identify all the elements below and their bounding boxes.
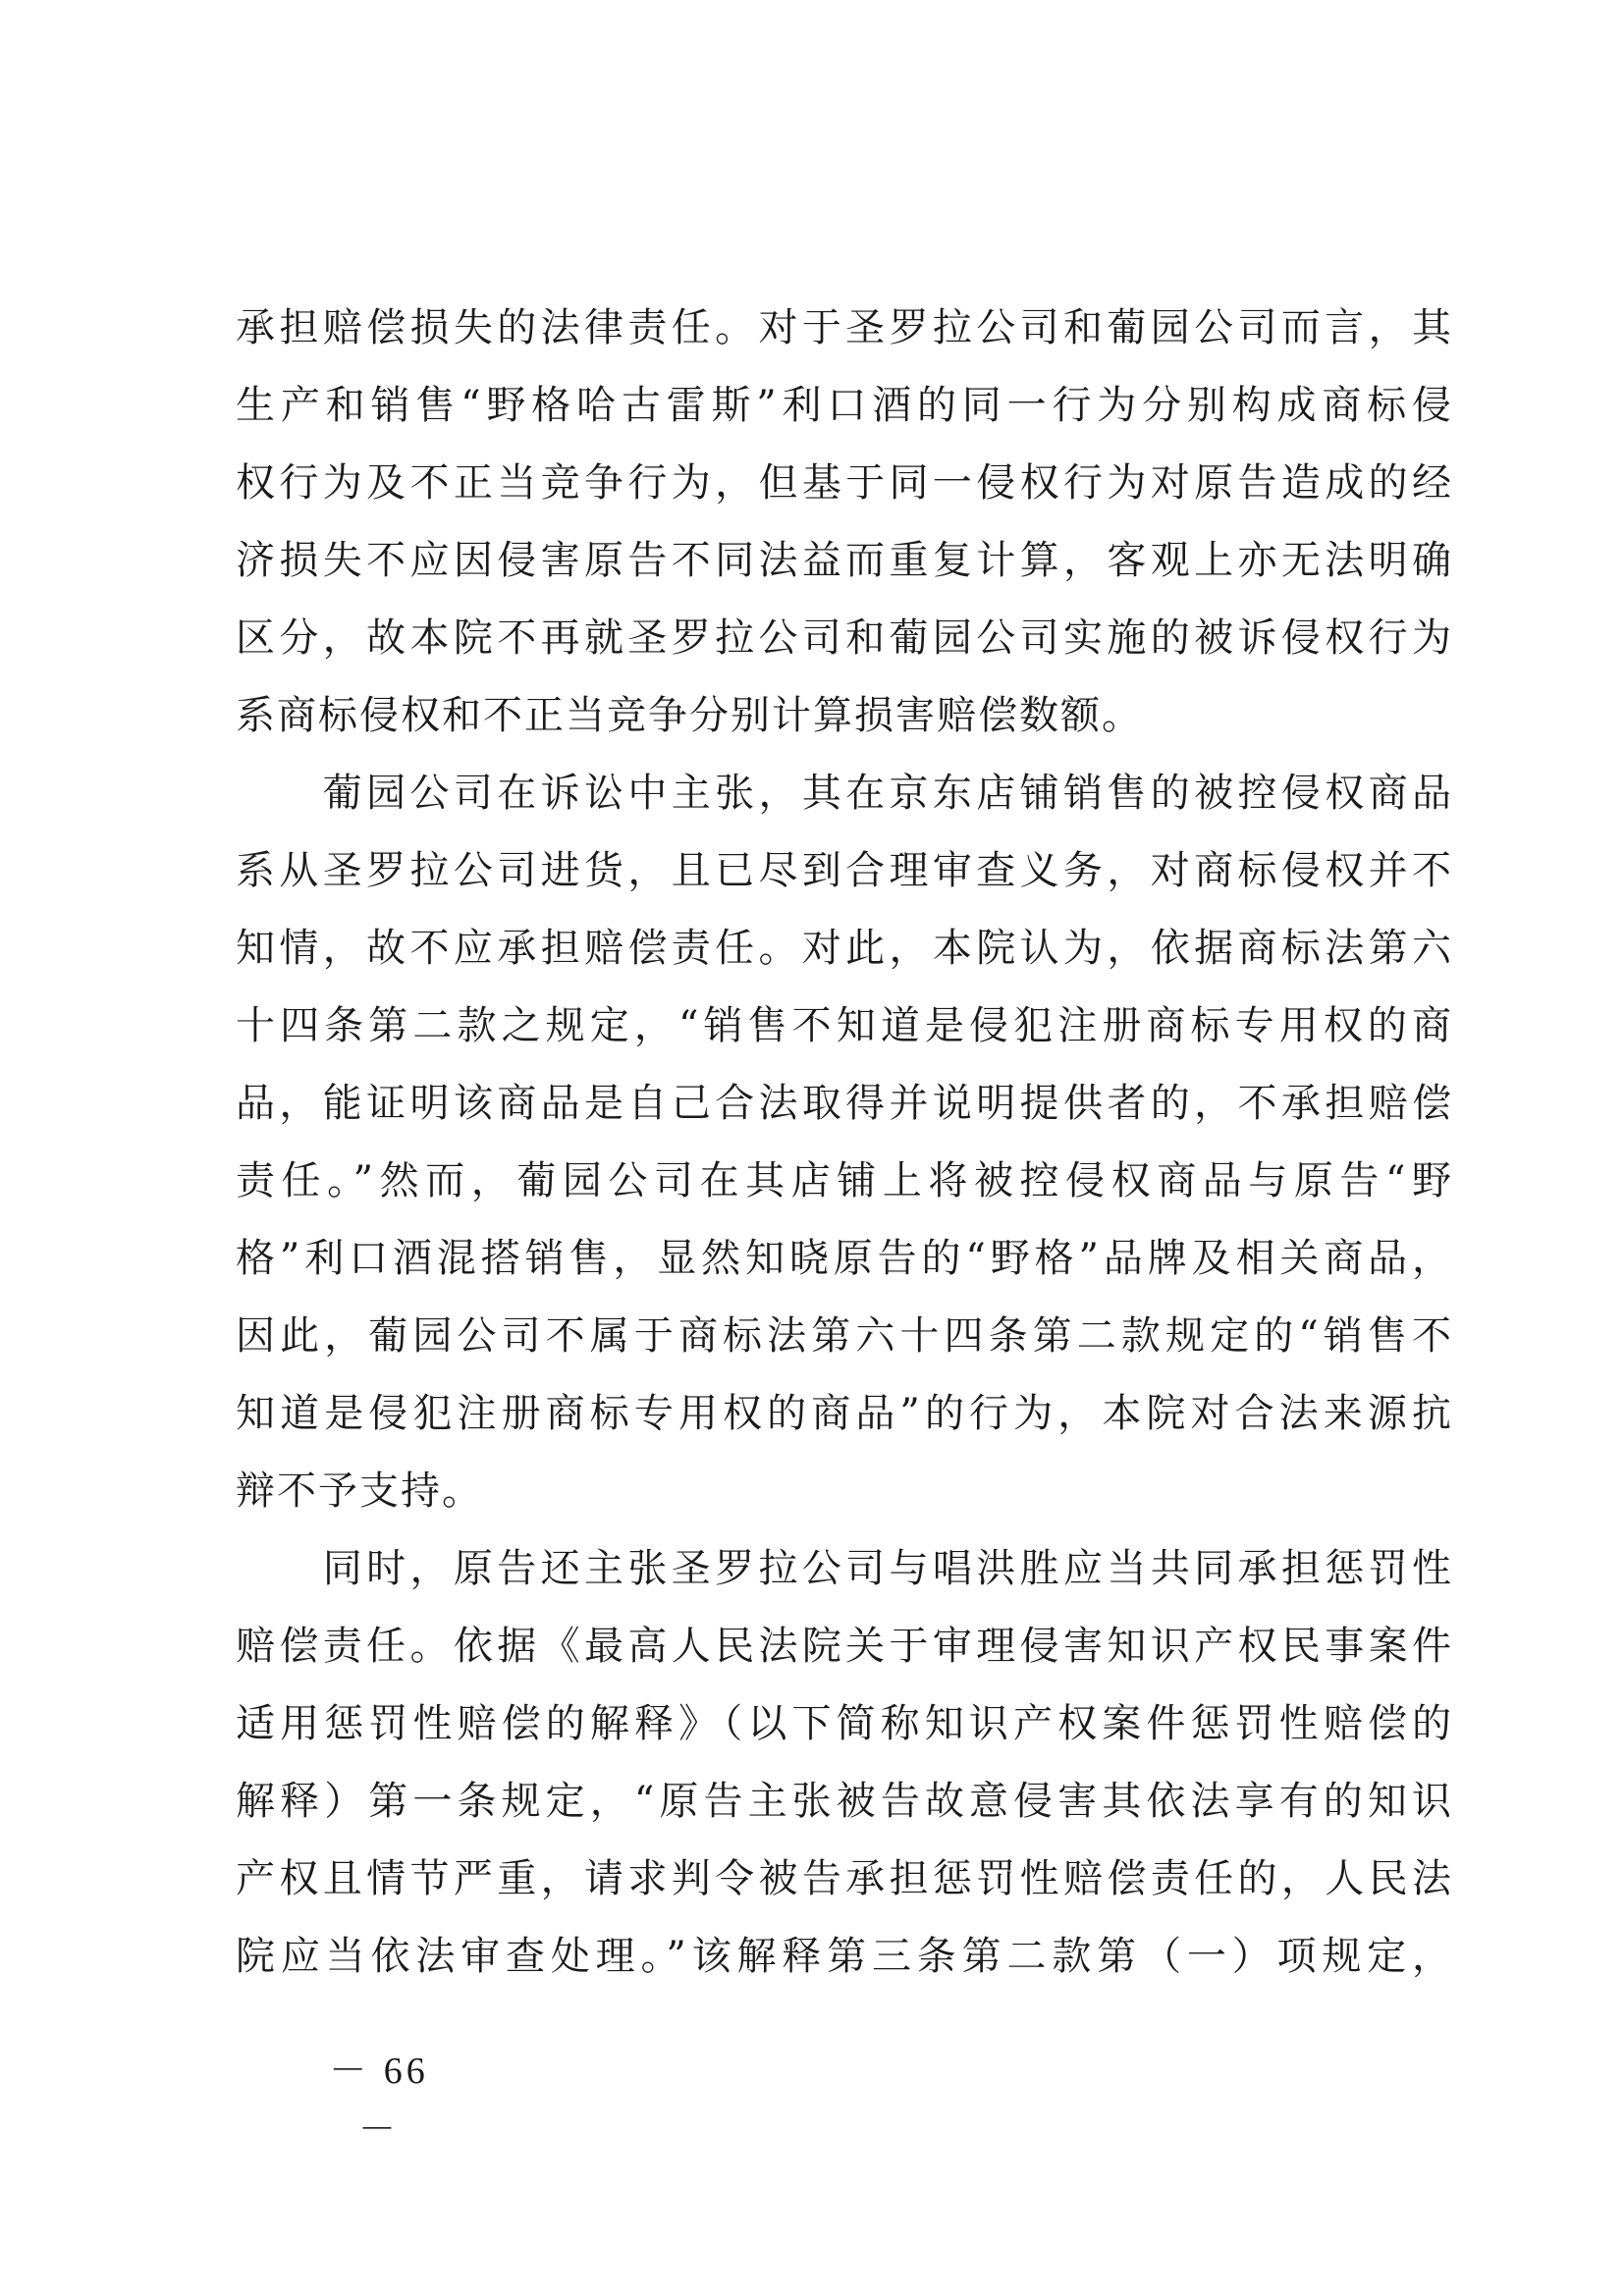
text-line: 生产和销售“野格哈古雷斯”利口酒的同一行为分别构成商标侵: [236, 383, 1453, 428]
text-line: 承担赔偿损失的法律责任。对于圣罗拉公司和葡园公司而言，其: [236, 305, 1453, 350]
text-line: 赔偿责任。依据《最高人民法院关于审理侵害知识产权民事案件: [236, 1624, 1453, 1669]
page-number: － 66 －: [329, 2051, 429, 2151]
text-line: 系从圣罗拉公司进货，且已尽到合理审查义务，对商标侵权并不: [236, 848, 1453, 893]
text-line: 辩不予支持。: [236, 1468, 483, 1514]
text-line: 十四条第二款之规定，“销售不知道是侵犯注册商标专用权的商: [236, 1003, 1453, 1048]
text-line: 责任。”然而，葡园公司在其店铺上将被控侵权商品与原告“野: [236, 1158, 1453, 1203]
text-line: 葡园公司在诉讼中主张，其在京东店铺销售的被控侵权商品: [236, 771, 1453, 816]
text-line: 产权且情节严重，请求判令被告承担惩罚性赔偿责任的，人民法: [236, 1856, 1453, 1901]
text-line: 区分，故本院不再就圣罗拉公司和葡园公司实施的被诉侵权行为: [236, 615, 1453, 661]
text-line: 因此，葡园公司不属于商标法第六十四条第二款规定的“销售不: [236, 1313, 1453, 1359]
text-line: 知情，故不应承担赔偿责任。对此，本院认为，依据商标法第六: [236, 926, 1453, 971]
text-line: 知道是侵犯注册商标专用权的商品”的行为，本院对合法来源抗: [236, 1391, 1453, 1436]
text-line: 格”利口酒混搭销售，显然知晓原告的“野格”品牌及相关商品，: [236, 1236, 1453, 1281]
text-line: 系商标侵权和不正当竞争分别计算损害赔偿数额。: [236, 693, 1143, 738]
text-line: 解释）第一条规定，“原告主张被告故意侵害其依法享有的知识: [236, 1779, 1453, 1824]
text-line: 同时，原告还主张圣罗拉公司与唱洪胜应当共同承担惩罚性: [236, 1546, 1453, 1591]
body-text: [236, 290, 1453, 1996]
text-line: 权行为及不正当竞争行为，但基于同一侵权行为对原告造成的经: [236, 460, 1453, 506]
text-line: 院应当依法审查处理。”该解释第三条第二款第（一）项规定，: [236, 1934, 1453, 1979]
text-line: 品，能证明该商品是自己合法取得并说明提供者的，不承担赔偿: [236, 1081, 1453, 1126]
text-line: 济损失不应因侵害原告不同法益而重复计算，客观上亦无法明确: [236, 538, 1453, 583]
text-line: 适用惩罚性赔偿的解释》（以下简称知识产权案件惩罚性赔偿的: [236, 1701, 1453, 1746]
